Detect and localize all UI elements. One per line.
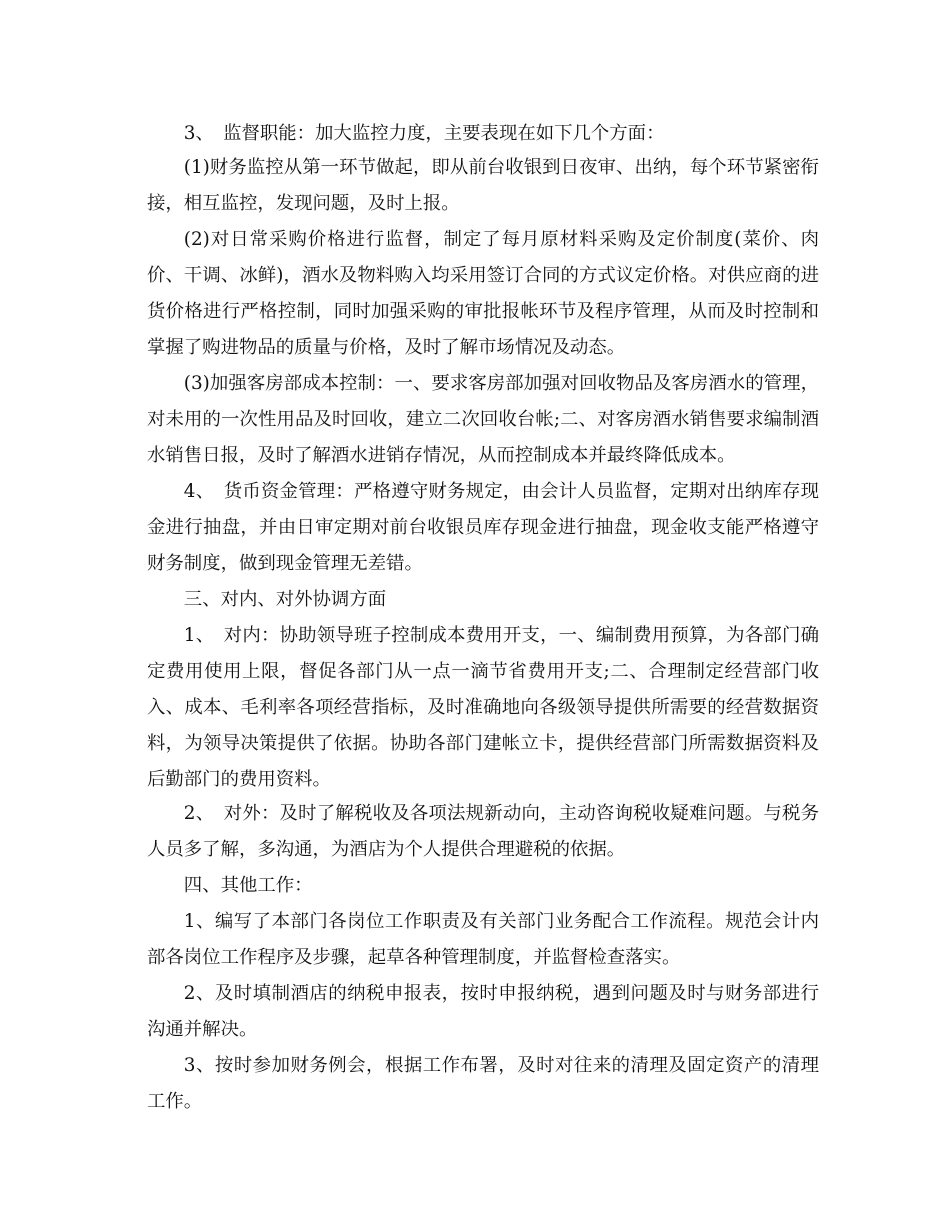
paragraph-external: 2、 对外：及时了解税收及各项法规新动向，主动咨询税收疑难问题。与税务人员多了解，多沟通，为酒店为个人提供合理避税的依据。 [147, 803, 819, 860]
paragraph-other-1: 1、编写了本部门各岗位工作职责及有关部门业务配合工作流程。规范会计内部各岗位工作程序及步骤，起草各种管理制度，并监督检查落实。 [147, 911, 819, 968]
paragraph-purchase-price: (2)对日常采购价格进行监督，制定了每月原材料采购及定价制度(菜价、肉价、干调、冰鲜)，酒水及物料购入均采用签订合同的方式议定价格。对供应商的进货价格进行严格控制，同时加强采购的审批报帐环节及程序管理，从而及时控制和掌握了购进物品的质量与价格，及时了解市场情况及动态。 [147, 229, 819, 358]
section-heading-other-work: 四、其他工作： [183, 875, 313, 896]
paragraph-supervision-heading: 3、 监督职能：加大监控力度，主要表现在如下几个方面： [183, 123, 665, 144]
paragraph-other-3: 3、按时参加财务例会，根据工作布署，及时对往来的清理及固定资产的清理工作。 [147, 1055, 819, 1112]
paragraph-housekeeping-cost: (3)加强客房部成本控制：一、要求客房部加强对回收物品及客房酒水的管理，对未用的一次性用品及时回收，建立二次回收台帐;二、对客房酒水销售要求编制酒水销售日报，及时了解酒水进销存情况，从而控制成本并最终降低成本。 [147, 373, 819, 466]
paragraph-internal: 1、 对内：协助领导班子控制成本费用开支，一、编制费用预算，为各部门确定费用使用上限，督促各部门从一点一滴节省费用开支;二、合理制定经营部门收入、成本、毛利率各项经营指标，及时准确地向各级领导提供所需要的经营数据资料，为领导决策提供了依据。协助各部门建帐立卡，提供经营部门所需数据资料及后勤部门的费用资料。 [147, 625, 819, 790]
section-heading-coordination: 三、对内、对外协调方面 [183, 589, 387, 610]
paragraph-cash-management: 4、 货币资金管理：严格遵守财务规定，由会计人员监督，定期对出纳库存现金进行抽盘，并由日审定期对前台收银员库存现金进行抽盘，现金收支能严格遵守财务制度，做到现金管理无差错。 [147, 481, 819, 574]
paragraph-financial-monitoring: (1)财务监控从第一环节做起，即从前台收银到日夜审、出纳，每个环节紧密衔接，相互监控，发现问题，及时上报。 [147, 157, 819, 214]
paragraph-other-2: 2、及时填制酒店的纳税申报表，按时申报纳税，遇到问题及时与财务部进行沟通并解决。 [147, 983, 819, 1040]
